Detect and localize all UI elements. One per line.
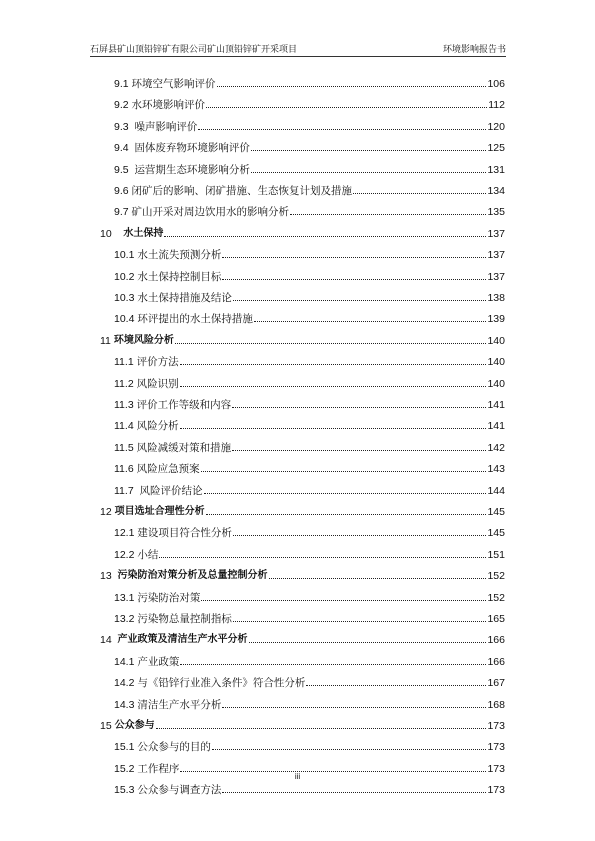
toc-entry-number: 13.1 <box>114 591 138 604</box>
toc-entry-title: 污染防治对策 <box>137 591 201 604</box>
toc-entry-title: 评价工作等级和内容 <box>136 399 232 411</box>
toc-dot-leader <box>222 279 486 280</box>
toc-entry[interactable] <box>100 269 505 283</box>
toc-entry[interactable] <box>100 140 505 154</box>
toc-entry-title: 水土保持措施及结论 <box>137 292 232 304</box>
toc-entry-title: 风险分析 <box>136 420 179 433</box>
toc-entry-page: 168 <box>487 698 505 711</box>
toc-dot-leader <box>180 664 486 665</box>
toc-entry[interactable] <box>100 376 505 390</box>
toc-entry-number: 9.3 <box>114 120 135 133</box>
toc-entry-page: 141 <box>487 420 505 433</box>
toc-entry-page: 112 <box>488 99 505 112</box>
toc-dot-leader <box>206 107 487 108</box>
toc-entry-number: 13.2 <box>114 613 138 625</box>
toc-entry-title: 环评提出的水土保持措施 <box>137 313 253 326</box>
toc-entry-title: 风险减缓对策和措施 <box>136 441 232 454</box>
toc-entry[interactable] <box>100 183 505 197</box>
toc-entry-page: 145 <box>487 527 505 540</box>
header-document-type: 环境影响报告书 <box>442 45 506 55</box>
toc-dot-leader <box>201 600 486 601</box>
toc-dot-leader <box>232 407 486 408</box>
toc-entry-title: 评价方法 <box>136 356 179 369</box>
toc-entry[interactable] <box>100 590 505 604</box>
toc-entry-number: 11.6 <box>114 463 137 476</box>
toc-entry-number: 15 <box>100 720 115 732</box>
toc-entry-number: 11.1 <box>114 356 137 369</box>
toc-entry-number: 10.4 <box>114 313 138 326</box>
toc-entry-page: 165 <box>487 613 505 625</box>
toc-entry-title: 水土保持 <box>123 227 164 239</box>
toc-entry-page: 137 <box>487 270 505 283</box>
toc-entry[interactable] <box>100 632 505 646</box>
toc-entry[interactable] <box>100 568 505 582</box>
toc-entry[interactable] <box>100 354 505 368</box>
toc-entry[interactable] <box>100 739 505 753</box>
toc-entry[interactable] <box>100 162 505 176</box>
toc-entry-title: 项目选址合理性分析 <box>114 506 205 517</box>
toc-entry-page: 140 <box>487 356 505 369</box>
toc-entry-title: 固体废弃物环境影响评价 <box>134 142 250 155</box>
toc-entry-page: 137 <box>487 249 505 262</box>
toc-entry-page: 173 <box>487 741 505 754</box>
toc-entry-title: 环境风险分析 <box>113 334 174 346</box>
toc-dot-leader <box>156 728 487 729</box>
toc-entry-number: 15.2 <box>114 762 138 775</box>
toc-entry[interactable] <box>100 119 505 133</box>
toc-entry-page: 152 <box>487 591 505 604</box>
toc-entry-page: 145 <box>487 506 505 518</box>
toc-entry-page: 125 <box>487 142 505 155</box>
toc-dot-leader <box>180 364 487 365</box>
toc-dot-leader <box>306 685 486 686</box>
toc-entry-number: 9.6 <box>114 185 132 197</box>
toc-entry-page: 167 <box>487 677 505 690</box>
toc-entry[interactable] <box>100 504 505 518</box>
toc-entry-number: 12.2 <box>114 548 138 561</box>
toc-entry-page: 106 <box>487 78 505 90</box>
toc-entry[interactable] <box>100 654 505 668</box>
page-header <box>90 42 506 57</box>
toc-dot-leader <box>180 386 487 387</box>
toc-entry-number: 15.3 <box>114 784 138 797</box>
toc-entry-number: 14 <box>100 634 118 647</box>
toc-dot-leader <box>233 300 487 301</box>
toc-entry-title: 矿山开采对周边饮用水的影响分析 <box>131 206 290 219</box>
toc-dot-leader <box>180 428 487 429</box>
toc-dot-leader <box>222 792 486 793</box>
toc-entry-title: 运营期生态环境影响分析 <box>134 163 250 176</box>
toc-entry-title: 水环境影响评价 <box>131 99 206 112</box>
toc-entry-number: 12 <box>100 506 115 518</box>
toc-entry[interactable] <box>100 525 505 539</box>
toc-entry-page: 137 <box>487 227 505 240</box>
toc-entry-number: 11.7 <box>114 484 140 497</box>
toc-dot-leader <box>159 557 486 558</box>
toc-entry-page: 138 <box>487 292 505 304</box>
toc-entry-number: 9.2 <box>114 99 132 112</box>
toc-entry-title: 清洁生产水平分析 <box>137 698 222 711</box>
toc-entry-number: 10.3 <box>114 292 138 304</box>
toc-entry[interactable] <box>100 675 505 689</box>
toc-dot-leader <box>198 129 486 130</box>
toc-entry[interactable] <box>100 782 505 796</box>
toc-entry-page: 152 <box>487 570 505 583</box>
toc-entry-page: 139 <box>487 313 505 326</box>
toc-dot-leader <box>232 450 486 451</box>
toc-entry-page: 144 <box>487 484 505 497</box>
toc-entry-number: 11.4 <box>114 420 137 433</box>
toc-dot-leader <box>222 707 486 708</box>
toc-entry-number: 10.2 <box>114 270 138 283</box>
toc-dot-leader <box>254 321 487 322</box>
toc-dot-leader <box>269 578 487 579</box>
toc-entry-title: 公众参与调查方法 <box>137 784 222 797</box>
toc-dot-leader <box>251 150 487 151</box>
toc-entry-page: 166 <box>487 655 505 668</box>
toc-entry[interactable] <box>100 440 505 454</box>
toc-entry-number: 9.7 <box>114 206 132 219</box>
toc-entry-number: 9.1 <box>114 78 132 90</box>
toc-entry[interactable] <box>100 247 505 261</box>
toc-entry-page: 135 <box>487 206 505 219</box>
toc-entry-number: 9.4 <box>114 142 135 155</box>
toc-entry[interactable] <box>100 76 505 90</box>
toc-entry-page: 166 <box>487 634 505 647</box>
toc-entry[interactable] <box>100 97 505 111</box>
toc-entry[interactable] <box>100 718 505 732</box>
toc-entry-number: 12.1 <box>114 527 138 540</box>
toc-entry-page: 140 <box>487 377 505 390</box>
toc-entry-page: 151 <box>487 548 505 561</box>
toc-entry-page: 141 <box>487 399 505 411</box>
toc-entry-page: 173 <box>487 762 505 775</box>
toc-entry-title: 产业政策 <box>137 655 180 668</box>
toc-entry-title: 与《铅锌行业准入条件》符合性分析 <box>137 677 306 690</box>
toc-dot-leader <box>233 621 487 622</box>
toc-dot-leader <box>353 193 486 194</box>
toc-entry-number: 10 <box>100 227 124 240</box>
toc-dot-leader <box>249 642 487 643</box>
toc-dot-leader <box>204 493 487 494</box>
toc-entry-number: 11.5 <box>114 441 137 454</box>
toc-entry-title: 水土流失预测分析 <box>137 249 222 262</box>
toc-entry-page: 120 <box>487 120 505 133</box>
toc-entry-number: 9.5 <box>114 163 135 176</box>
toc-entry[interactable] <box>100 418 505 432</box>
toc-dot-leader <box>222 257 486 258</box>
toc-dot-leader <box>251 172 487 173</box>
toc-entry-title: 噪声影响评价 <box>134 120 198 133</box>
toc-entry-page: 134 <box>487 185 505 197</box>
toc-entry-title: 小结 <box>137 548 159 561</box>
toc-entry-page: 173 <box>487 720 505 732</box>
toc-dot-leader <box>175 343 487 344</box>
toc-entry-number: 14.2 <box>114 677 138 690</box>
toc-entry[interactable] <box>100 483 505 497</box>
toc-entry[interactable] <box>100 226 505 240</box>
toc-entry-number: 11 <box>100 334 114 347</box>
toc-dot-leader <box>206 514 487 515</box>
toc-entry-page: 143 <box>487 463 505 476</box>
toc-dot-leader <box>164 236 486 237</box>
toc-dot-leader <box>290 214 486 215</box>
toc-entry-title: 公众参与 <box>114 720 155 731</box>
toc-entry[interactable] <box>100 333 505 347</box>
toc-entry-title: 环境空气影响评价 <box>131 78 216 90</box>
toc-entry-page: 173 <box>487 784 505 797</box>
toc-entry-title: 闭矿后的影响、闭矿措施、生态恢复计划及措施 <box>131 185 353 197</box>
toc-entry[interactable] <box>100 311 505 325</box>
toc-entry-page: 140 <box>487 334 505 347</box>
page-number: iii <box>294 772 301 781</box>
toc-entry-title: 水土保持控制目标 <box>137 270 222 283</box>
toc-entry[interactable] <box>100 204 505 218</box>
toc-dot-leader <box>212 749 487 750</box>
toc-entry-number: 14.1 <box>114 655 138 668</box>
toc-dot-leader <box>233 535 487 536</box>
toc-entry-title: 工作程序 <box>137 762 180 775</box>
toc-entry-number: 13 <box>100 570 118 583</box>
toc-entry-title: 公众参与的目的 <box>137 741 211 754</box>
toc-entry[interactable] <box>100 697 505 711</box>
toc-entry[interactable] <box>100 290 505 304</box>
header-project-title: 石屏县矿山顶铅锌矿有限公司矿山顶铅锌矿开采项目 <box>90 45 298 55</box>
toc-entry-title: 建设项目符合性分析 <box>137 527 232 540</box>
toc-entry[interactable] <box>100 461 505 475</box>
toc-entry[interactable] <box>100 397 505 411</box>
toc-entry-title: 污染防治对策分析及总量控制分析 <box>117 570 268 582</box>
toc-dot-leader <box>201 471 487 472</box>
toc-entry[interactable] <box>100 547 505 561</box>
toc-entry-number: 14.3 <box>114 698 138 711</box>
toc-entry-page: 131 <box>487 163 505 176</box>
toc-dot-leader <box>217 86 487 87</box>
toc-entry-title: 产业政策及清洁生产水平分析 <box>117 634 248 646</box>
toc-entry-title: 风险应急预案 <box>136 463 200 476</box>
toc-entry-number: 15.1 <box>114 741 138 754</box>
toc-entry-page: 142 <box>487 441 505 454</box>
toc-entry-number: 10.1 <box>114 249 138 262</box>
toc-entry-title: 风险评价结论 <box>139 484 203 497</box>
toc-entry-title: 风险识别 <box>136 377 179 390</box>
toc-entry-number: 11.2 <box>114 377 137 390</box>
toc-entry-title: 污染物总量控制指标 <box>137 613 232 625</box>
toc-entry[interactable] <box>100 611 505 625</box>
toc-entry-number: 11.3 <box>114 399 137 411</box>
